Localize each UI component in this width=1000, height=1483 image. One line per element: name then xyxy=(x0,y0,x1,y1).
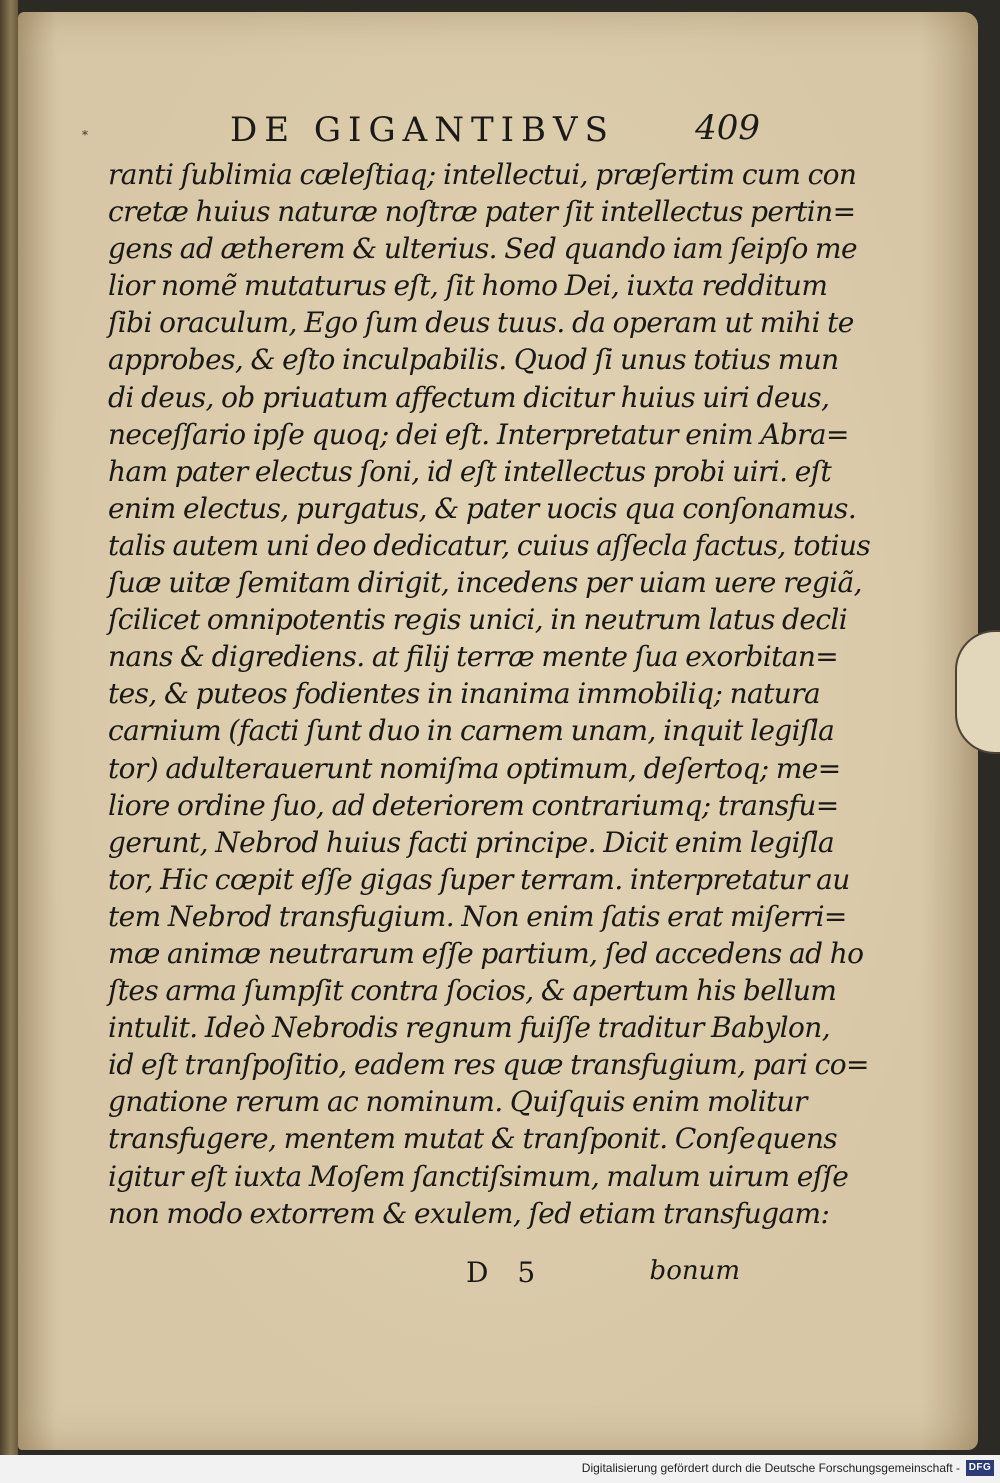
credit-bar xyxy=(0,1455,1000,1483)
text-line: tor, Hic cœpit eſſe gigas ſuper terram. interpretatur au xyxy=(108,862,850,896)
page-number: 409 xyxy=(695,108,760,148)
catchword: bonum xyxy=(649,1256,740,1286)
text-line: liore ordine ſuo, ad deteriorem contrariumq; transfu= xyxy=(108,788,839,822)
text-line: neceſſario ipſe quoq; dei eſt. Interpretatur enim Abra= xyxy=(108,417,849,451)
text-line: ſcilicet omnipotentis regis unici, in neutrum latus decli xyxy=(108,603,848,637)
text-line: cretæ huius naturæ noſtræ pater ſit intellectus pertin= xyxy=(108,195,856,229)
text-line: approbes, & eſto inculpabilis. Quod ſi unus totius mun xyxy=(108,343,839,377)
body-text xyxy=(108,156,871,1232)
text-line: ſibi oraculum, Ego ſum deus tuus. da operam ut mihi te xyxy=(108,306,854,340)
text-line: carnium (facti ſunt duo in carnem unam, inquit legiſla xyxy=(108,714,835,748)
text-line: nans & digrediens. at filij terræ mente ſua exorbitan= xyxy=(108,640,839,674)
text-line: non modo extorrem & exulem, ſed etiam transfugam: xyxy=(108,1196,830,1230)
text-line: ranti ſublimia cæleſtiaq; intellectui, præſertim cum con xyxy=(108,158,857,191)
book-spine-edge xyxy=(0,0,18,1455)
page-tab-marker xyxy=(955,630,1000,754)
text-line: di deus, ob priuatum affectum dicitur huius uiri deus, xyxy=(108,380,830,414)
text-line: tor) adulterauerunt nomiſma optimum, deſertoq; me= xyxy=(108,751,841,785)
dfg-logo-icon: DFG xyxy=(966,1460,994,1476)
header-marker: * xyxy=(82,128,88,142)
text-line: talis autem uni deo dedicatur, cuius aſſecla factus, totius xyxy=(108,528,871,562)
text-line: igitur eſt iuxta Moſem ſanctiſsimum, malum uirum eſſe xyxy=(108,1159,849,1193)
text-line: enim electus, purgatus, & pater uocis qua conſonamus. xyxy=(108,491,857,525)
funding-credit: Digitalisierung gefördert durch die Deutsche Forschungsgemeinschaft - xyxy=(581,1461,960,1475)
text-line: ſtes arma ſumpſit contra ſocios, & apertum his bellum xyxy=(108,974,837,1008)
text-line: tem Nebrod transfugium. Non enim ſatis erat miſerri= xyxy=(108,899,847,933)
text-line: gerunt, Nebrod huius facti principe. Dicit enim legiſla xyxy=(108,825,835,859)
page-footer xyxy=(108,1256,740,1292)
text-line: mæ animæ neutrarum eſſe partium, ſed accedens ad ho xyxy=(108,936,864,970)
text-line: transfugere, mentem mutat & tranſponit. Conſequens xyxy=(108,1122,838,1156)
text-line: lior nomẽ mutaturus eſt, ſit homo Dei, iuxta redditum xyxy=(108,269,828,303)
text-line: intulit. Ideò Nebrodis regnum fuiſſe traditur Babylon, xyxy=(108,1011,831,1045)
running-header xyxy=(80,108,760,152)
text-line: gnatione rerum ac nominum. Quiſquis enim molitur xyxy=(108,1085,807,1119)
running-title: DE GIGANTIBVS xyxy=(230,110,615,150)
signature-mark: D 5 xyxy=(466,1256,546,1289)
text-line: ſuæ uitæ ſemitam dirigit, incedens per uiam uere regiã, xyxy=(108,566,862,600)
text-line: id eſt tranſpoſitio, eadem res quæ transfugium, pari co= xyxy=(108,1048,869,1082)
text-line: gens ad ætherem & ulterius. Sed quando iam ſeipſo me xyxy=(108,232,857,266)
text-line: ham pater electus ſoni, id eſt intellectus probi uiri. eſt xyxy=(108,454,832,488)
text-line: tes, & puteos fodientes in inanima immobiliq; natura xyxy=(108,677,821,711)
